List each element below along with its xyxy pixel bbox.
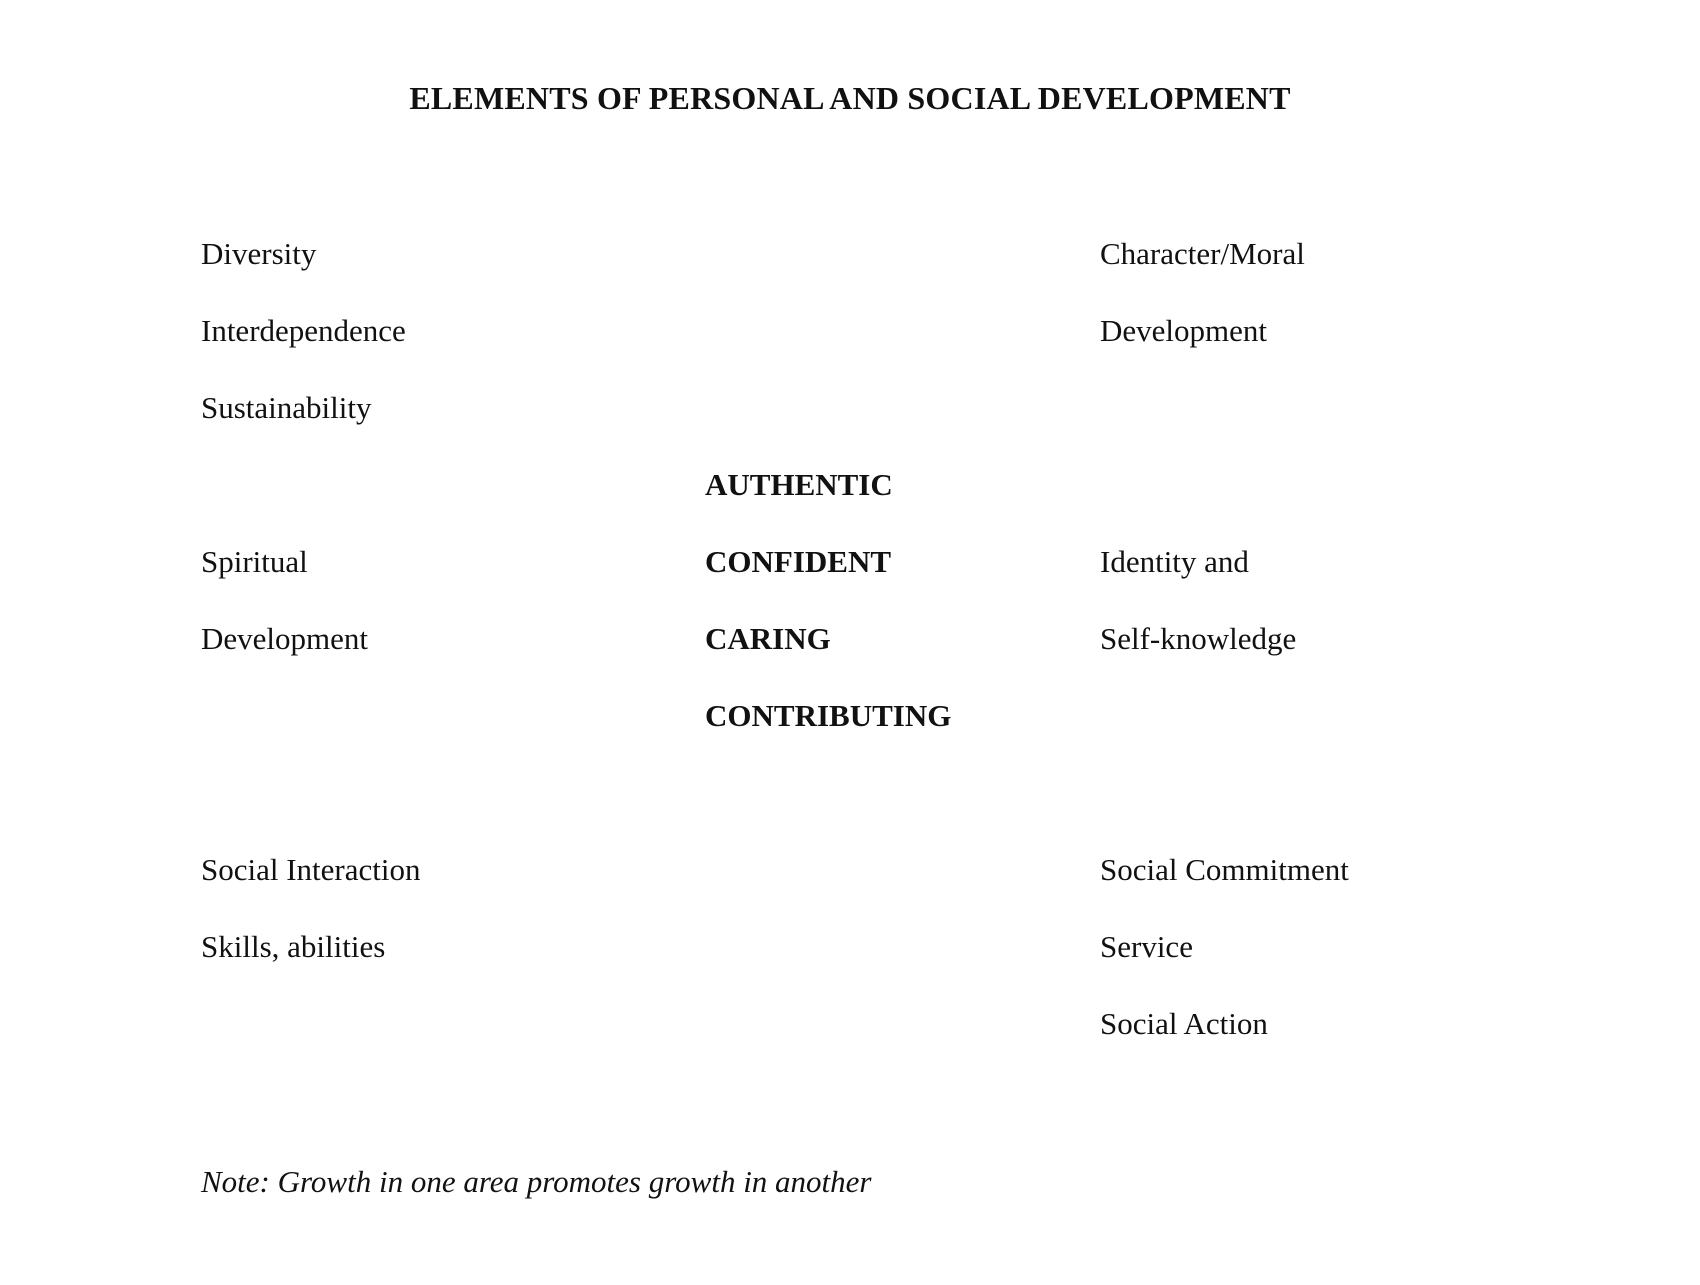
bottom-right-item-social-action: Social Action — [1100, 1006, 1268, 1041]
top-left-item-sustainability: Sustainability — [201, 390, 372, 425]
bottom-right-item-service: Service — [1100, 929, 1193, 964]
top-right-item-development: Development — [1100, 313, 1268, 348]
center-item-caring: CARING — [705, 621, 831, 656]
center-item-contributing: CONTRIBUTING — [705, 698, 952, 733]
center-item-authentic: AUTHENTIC — [705, 467, 893, 502]
footnote: Note: Growth in one area promotes growth in another — [201, 1164, 872, 1199]
middle-left-item-development: Development — [201, 621, 369, 656]
middle-right-item-identity: Identity and — [1100, 544, 1249, 579]
middle-left-item-spiritual: Spiritual — [201, 544, 308, 579]
center-item-confident: CONFIDENT — [705, 544, 892, 579]
page-title: ELEMENTS OF PERSONAL AND SOCIAL DEVELOPMENT — [409, 80, 1291, 116]
bottom-right-item-social-commitment: Social Commitment — [1100, 852, 1349, 887]
bottom-left-item-skills: Skills, abilities — [201, 929, 386, 964]
top-left-item-interdependence: Interdependence — [201, 313, 406, 348]
bottom-left-item-social-interaction: Social Interaction — [201, 852, 421, 887]
top-left-item-diversity: Diversity — [201, 236, 317, 271]
middle-right-item-self-knowledge: Self-knowledge — [1100, 621, 1297, 656]
top-right-item-character-moral: Character/Moral — [1100, 236, 1305, 271]
